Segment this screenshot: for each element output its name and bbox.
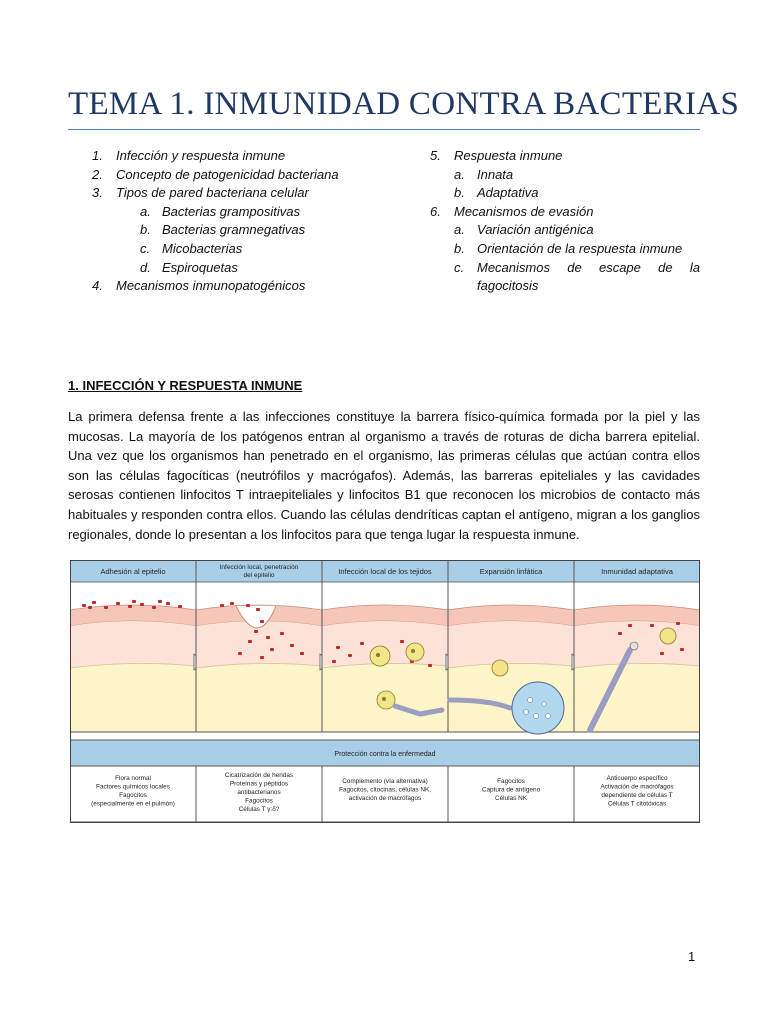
bacterium — [618, 632, 622, 635]
bacterium — [248, 640, 252, 643]
section-heading: 1. INFECCIÓN Y RESPUESTA INMUNE — [68, 378, 303, 393]
toc-item-number: b. — [454, 185, 465, 201]
toc-item — [430, 147, 700, 166]
stage-caption: activación de macrófagos — [348, 795, 422, 802]
lymph-node — [512, 682, 564, 734]
bacterium — [230, 602, 234, 605]
bacterium — [270, 648, 274, 651]
lymphocyte — [534, 714, 539, 719]
toc-item — [430, 184, 700, 203]
lymphocyte — [524, 710, 529, 715]
bacterium — [178, 605, 182, 608]
bacterium — [680, 648, 684, 651]
lymphocyte — [528, 698, 533, 703]
bacterium — [280, 632, 284, 635]
toc-item-label: Tipos de pared bacteriana celular — [116, 185, 309, 201]
toc-item — [92, 184, 392, 203]
bacterium — [266, 636, 270, 639]
stage-title: Adhesión al epitelio — [100, 567, 166, 576]
caption-box — [448, 766, 574, 822]
stage-title: Expansión linfática — [479, 567, 543, 576]
toc-item — [92, 166, 392, 185]
bacterium — [300, 652, 304, 655]
stage-caption: Anticuerpo específico — [606, 775, 668, 782]
toc-item-number: 5. — [430, 148, 441, 163]
effector-cell — [630, 642, 638, 650]
toc-item-number: 3. — [92, 185, 103, 201]
bacterium — [92, 601, 96, 604]
stage-caption: antibacterianos — [237, 789, 281, 796]
toc-item-number: a. — [454, 222, 465, 238]
toc-item-number: a. — [454, 166, 465, 182]
page-number: 1 — [688, 949, 696, 964]
toc-item — [430, 203, 700, 222]
phagocyte — [406, 643, 424, 661]
toc-item-label: Bacterias gramnegativas — [162, 222, 306, 238]
caption-box — [322, 766, 448, 822]
bacterium — [260, 620, 264, 623]
body-paragraph: La primera defensa frente a las infecciones constituye la barrera físico-química formada por la piel y las mucosas. La mayoría de los patógenos entran al organismo a través de roturas de dicha barrera epitelial. Una vez que los organismos han penetrado en el organismo, las primeras células que actúan contra ellos son las células fagocíticas (neutrófilos y macrógafos). Además, las barreras epiteliales y las cavidades serosas contienen linfocitos T intraepiteliales y linfocitos B1 que reconocen los microbios de contacto más habituales y responden contra ellos. Cuando las células dendríticas captan el antígeno, migran a los ganglios regionales, donde lo presentan a los linfocitos para que tenga lugar la respuesta inmune. — [68, 409, 700, 542]
bacterium — [158, 600, 162, 603]
toc-item-label: Espiroquetas — [162, 259, 238, 275]
stage-caption: Activación de macrófagos — [600, 783, 674, 791]
stage-caption: Fagocitos — [497, 778, 525, 785]
toc-item — [92, 147, 392, 166]
bacterium — [348, 654, 352, 657]
bacterium — [400, 640, 404, 643]
bacterium — [290, 644, 294, 647]
bacterium — [676, 622, 680, 625]
bacterium — [260, 656, 264, 659]
stage-caption: Fagocitos — [119, 792, 147, 799]
toc-item-number: b. — [454, 240, 465, 256]
phagocyte-nucleus — [382, 697, 386, 701]
stage-caption: Flora normal — [115, 775, 151, 782]
page-title: TEMA 1. INMUNIDAD CONTRA BACTERIAS — [68, 86, 740, 122]
bacterium — [104, 606, 108, 609]
toc-item-number: c. — [140, 240, 151, 256]
stage-caption: Captura de antígeno — [481, 786, 541, 794]
bacterium — [82, 604, 86, 607]
phagocyte-nucleus — [376, 653, 380, 657]
toc-item-label: Mecanismos inmunopatogénicos — [116, 278, 306, 294]
toc-item-number: d. — [140, 259, 151, 275]
protection-banner-label: Protección contra la enfermedad — [334, 751, 436, 758]
stage-caption: Fagocitos — [245, 797, 273, 805]
toc-item-label: Orientación de la respuesta inmune — [477, 240, 683, 256]
bacterium — [628, 624, 632, 627]
bacterium — [220, 604, 224, 607]
toc-item-number: 2. — [92, 166, 103, 182]
toc-item-label: Bacterias grampositivas — [162, 203, 300, 219]
toc-item-label: Mecanismos de escape de la fagocitosis — [477, 259, 700, 294]
toc-item — [430, 240, 700, 259]
toc-right-column — [430, 147, 700, 296]
stage-caption: Células T γ:δ? — [238, 806, 280, 813]
stage-title: del epitelio — [243, 572, 275, 579]
toc-item-number: 1. — [92, 148, 103, 163]
dermis-layer — [70, 621, 196, 668]
stage-caption: Fagocitos, citocinas, células NK, — [339, 786, 431, 794]
toc-item — [92, 203, 392, 222]
bacterium — [246, 604, 250, 607]
bacterium — [428, 664, 432, 667]
bacterium — [166, 602, 170, 605]
bacterium — [88, 606, 92, 609]
toc-item — [92, 277, 392, 296]
infection-stages-diagram — [70, 560, 700, 824]
stage-title: Infección local, penetración — [219, 564, 299, 571]
stage-caption: dependiente de células T — [601, 792, 673, 799]
bacterium — [256, 608, 260, 611]
toc-item — [92, 221, 392, 240]
lymphocyte — [542, 702, 547, 707]
toc-item-number: 4. — [92, 278, 103, 294]
stage-title: Inmunidad adaptativa — [601, 567, 673, 576]
toc-item-label: Mecanismos de evasión — [454, 203, 594, 219]
toc-item — [430, 221, 700, 240]
bacterium — [132, 600, 136, 603]
bacterium — [650, 624, 654, 627]
bacterium — [128, 605, 132, 608]
bacterium — [660, 652, 664, 655]
bacterium — [238, 652, 242, 655]
toc-item-label: Respuesta inmune — [454, 148, 563, 163]
bacterium — [152, 606, 156, 609]
stage-caption: Células NK — [495, 795, 527, 802]
toc-item-number: a. — [140, 203, 151, 219]
toc-item-label: Infección y respuesta inmune — [116, 148, 286, 163]
bacterium — [116, 602, 120, 605]
toc-left-column — [92, 147, 392, 296]
toc-item-label: Adaptativa — [477, 185, 539, 201]
stage-caption: Proteínas y péptidos — [229, 780, 289, 788]
phagocyte-nucleus — [411, 649, 415, 653]
toc-item-number: c. — [454, 259, 465, 275]
infection-stages-figure — [70, 560, 700, 824]
toc-item-number: b. — [140, 222, 151, 238]
stage-caption: Cicatrización de heridas — [224, 772, 294, 779]
phagocyte — [377, 691, 395, 709]
toc-item-label: Micobacterias — [162, 240, 243, 256]
bacterium — [254, 630, 258, 633]
toc-item-label: Variación antigénica — [477, 222, 594, 238]
bacterium — [336, 646, 340, 649]
bacterium — [332, 660, 336, 663]
stage-caption: Células T citotóxicas — [607, 800, 667, 808]
macrophage — [660, 628, 676, 644]
bacterium — [360, 642, 364, 645]
lymphocyte — [546, 714, 551, 719]
toc-item — [92, 240, 392, 259]
stage-caption: Complemento (vía alternativa) — [342, 778, 428, 785]
dermis-layer — [448, 621, 574, 668]
toc-item-label: Innata — [477, 166, 514, 182]
toc-item — [92, 259, 392, 278]
bacterium — [140, 603, 144, 606]
toc-item-number: 6. — [430, 203, 441, 219]
phagocyte — [370, 646, 390, 666]
toc-item — [430, 166, 700, 185]
stage-caption: Factores químicos locales — [96, 783, 170, 791]
stage-caption: (especialmente en el pulmón) — [91, 800, 175, 808]
stage-title: Infección local de los tejidos — [338, 567, 432, 576]
toc-item-label: Concepto de patogenicidad bacteriana — [116, 166, 339, 182]
toc-item — [430, 259, 700, 296]
title-divider — [68, 129, 700, 130]
phagocyte — [492, 660, 508, 676]
